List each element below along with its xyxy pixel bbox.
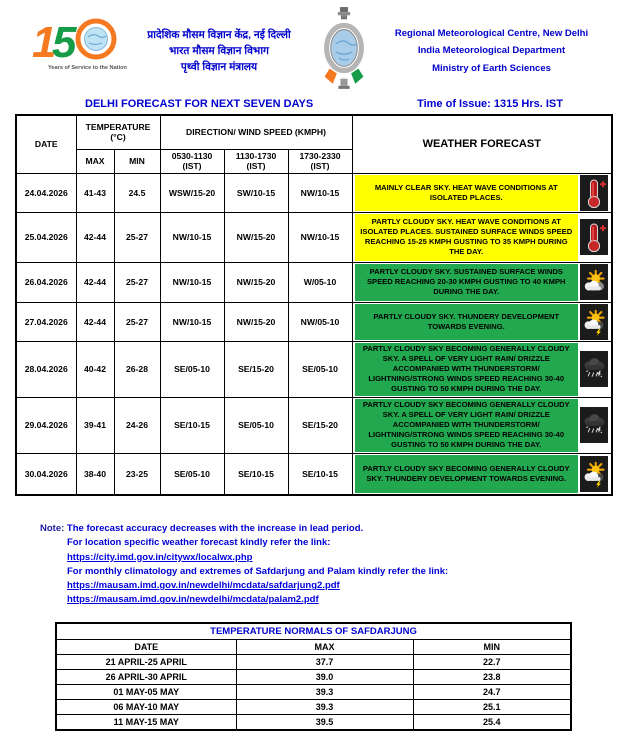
wind-cell: SE/05-10 bbox=[160, 453, 224, 495]
weather-forecast-cell bbox=[352, 397, 612, 453]
min-temp-cell: 24-26 bbox=[114, 397, 160, 453]
normals-max-cell: 39.3 bbox=[236, 685, 413, 700]
wind-cell: NW/15-20 bbox=[224, 212, 288, 262]
min-temp-cell: 23-25 bbox=[114, 453, 160, 495]
wind-cell: SE/15-20 bbox=[288, 397, 352, 453]
org-hindi-line: पृथ्वी विज्ञान मंत्रालय bbox=[180, 61, 258, 74]
normals-min-cell: 22.7 bbox=[413, 655, 571, 670]
normals-col-header-date: DATE bbox=[56, 640, 236, 655]
forecast-text: PARTLY CLOUDY SKY BECOMING GENERALLY CLOUDY SKY. A SPELL OF VERY LIGHT RAIN/ DRIZZLE ACCOMPANIED WITH THUNDERSTORM/ LIGHTNING/STRONG WINDS SPEED REACHING 30-40 GUSTING TO 50 KMPH DURING THE DAY. bbox=[355, 343, 579, 396]
forecast-table bbox=[15, 114, 613, 496]
forecast-row bbox=[16, 212, 612, 262]
forecast-header-row-1 bbox=[16, 115, 612, 149]
forecast-text: PARTLY CLOUDY SKY. SUSTAINED SURFACE WINDS SPEED REACHING 20-30 KMPH GUSTING TO 40 KMPH DURING THE DAY. bbox=[355, 264, 579, 301]
imd-emblem-icon bbox=[304, 5, 384, 98]
normals-min-cell: 23.8 bbox=[413, 670, 571, 685]
normals-min-cell: 24.7 bbox=[413, 685, 571, 700]
weather-forecast-cell bbox=[352, 173, 612, 212]
normals-max-cell: 39.5 bbox=[236, 715, 413, 730]
normals-date-cell: 06 MAY-10 MAY bbox=[56, 700, 236, 715]
col-header-slot1: 0530-1130 (IST) bbox=[160, 149, 224, 173]
col-header-weather-forecast: WEATHER FORECAST bbox=[352, 115, 612, 173]
imd-150-years-logo-icon bbox=[30, 13, 130, 90]
note-line-accuracy: The forecast accuracy decreases with the increase in lead period. bbox=[66, 523, 364, 534]
min-temp-cell: 26-28 bbox=[114, 341, 160, 397]
normals-row bbox=[56, 700, 571, 715]
partly-cloudy-icon bbox=[580, 264, 608, 300]
thunder-development-icon bbox=[580, 456, 608, 492]
wind-cell: WSW/15-20 bbox=[160, 173, 224, 212]
min-temp-cell: 25-27 bbox=[114, 262, 160, 302]
date-cell: 25.04.2026 bbox=[16, 212, 76, 262]
time-of-issue: Time of Issue: 1315 Hrs. IST bbox=[417, 98, 563, 110]
col-header-max: MAX bbox=[76, 149, 114, 173]
date-cell: 28.04.2026 bbox=[16, 341, 76, 397]
normals-min-cell: 25.4 bbox=[413, 715, 571, 730]
forecast-text: MAINLY CLEAR SKY. HEAT WAVE CONDITIONS AT ISOLATED PLACES. bbox=[355, 175, 579, 211]
forecast-text: PARTLY CLOUDY SKY BECOMING GENERALLY CLOUDY SKY. THUNDERY DEVELOPMENT TOWARDS EVENING. bbox=[355, 455, 579, 494]
date-cell: 29.04.2026 bbox=[16, 397, 76, 453]
weather-forecast-cell bbox=[352, 262, 612, 302]
wind-cell: NW/10-15 bbox=[288, 212, 352, 262]
wind-cell: W/05-10 bbox=[288, 262, 352, 302]
weather-forecast-cell bbox=[352, 302, 612, 341]
logo-tagline: Years of Service to the Nation bbox=[48, 64, 127, 71]
date-cell: 26.04.2026 bbox=[16, 262, 76, 302]
min-temp-cell: 25-27 bbox=[114, 302, 160, 341]
wind-cell: NW/15-20 bbox=[224, 262, 288, 302]
thunder-development-icon bbox=[580, 304, 608, 340]
normals-date-cell: 26 APRIL-30 APRIL bbox=[56, 670, 236, 685]
wind-cell: SE/05-10 bbox=[160, 341, 224, 397]
wind-cell: SE/10-15 bbox=[160, 397, 224, 453]
date-cell: 30.04.2026 bbox=[16, 453, 76, 495]
wind-cell: NW/15-20 bbox=[224, 302, 288, 341]
wind-cell: SE/10-15 bbox=[288, 453, 352, 495]
forecast-row bbox=[16, 302, 612, 341]
normals-date-cell: 01 MAY-05 MAY bbox=[56, 685, 236, 700]
normals-col-header-min: MIN bbox=[413, 640, 571, 655]
normals-min-cell: 25.1 bbox=[413, 700, 571, 715]
min-temp-cell: 25-27 bbox=[114, 212, 160, 262]
local-weather-link[interactable]: https://city.imd.gov.in/citywx/localwx.php bbox=[67, 551, 253, 563]
forecast-row bbox=[16, 341, 612, 397]
wind-cell: NW/10-15 bbox=[160, 262, 224, 302]
max-temp-cell: 41-43 bbox=[76, 173, 114, 212]
normals-max-cell: 39.0 bbox=[236, 670, 413, 685]
svg-text:1: 1 bbox=[32, 17, 57, 67]
normals-max-cell: 37.7 bbox=[236, 655, 413, 670]
max-temp-cell: 42-44 bbox=[76, 212, 114, 262]
thunderstorm-rain-icon bbox=[580, 407, 608, 443]
wind-cell: SW/10-15 bbox=[224, 173, 288, 212]
normals-title-row bbox=[56, 623, 571, 640]
normals-col-header-max: MAX bbox=[236, 640, 413, 655]
col-header-min: MIN bbox=[114, 149, 160, 173]
svg-text:5: 5 bbox=[52, 17, 77, 67]
max-temp-cell: 40-42 bbox=[76, 341, 114, 397]
normals-row bbox=[56, 655, 571, 670]
max-temp-cell: 42-44 bbox=[76, 262, 114, 302]
forecast-row bbox=[16, 173, 612, 212]
col-header-slot3: 1730-2330 (IST) bbox=[288, 149, 352, 173]
normals-row bbox=[56, 715, 571, 730]
wind-cell: NW/10-15 bbox=[288, 173, 352, 212]
document-header bbox=[0, 0, 623, 96]
wind-cell: SE/05-10 bbox=[224, 397, 288, 453]
col-header-temperature: TEMPERATURE (°C) bbox=[76, 115, 160, 149]
normals-date-cell: 21 APRIL-25 APRIL bbox=[56, 655, 236, 670]
org-hindi-line: प्रादेशिक मौसम विज्ञान केंद्र, नई दिल्ली bbox=[147, 28, 291, 41]
org-hindi-line: भारत मौसम विज्ञान विभाग bbox=[169, 44, 269, 57]
normals-date-cell: 11 MAY-15 MAY bbox=[56, 715, 236, 730]
date-cell: 24.04.2026 bbox=[16, 173, 76, 212]
title-bar bbox=[0, 96, 623, 114]
heatwave-icon bbox=[580, 175, 608, 211]
temperature-normals-table bbox=[55, 622, 572, 731]
forecast-text: PARTLY CLOUDY SKY. HEAT WAVE CONDITIONS AT ISOLATED PLACES. SUSTAINED SURFACE WINDS SPEED REACHING 15-25 KMPH GUSTING TO 35 KMPH DURING THE DAY. bbox=[355, 214, 579, 261]
normals-header-row bbox=[56, 640, 571, 655]
thunderstorm-rain-icon bbox=[580, 351, 608, 387]
col-header-date: DATE bbox=[16, 115, 76, 173]
org-name-english bbox=[384, 25, 613, 76]
org-english-line: India Meteorological Department bbox=[417, 45, 566, 57]
max-temp-cell: 38-40 bbox=[76, 453, 114, 495]
weather-forecast-cell bbox=[352, 453, 612, 495]
max-temp-cell: 42-44 bbox=[76, 302, 114, 341]
safdarjung-climatology-link[interactable]: https://mausam.imd.gov.in/newdelhi/mcdata/safdarjung2.pdf bbox=[67, 580, 340, 591]
normals-max-cell: 39.3 bbox=[236, 700, 413, 715]
normals-row bbox=[56, 670, 571, 685]
forecast-row bbox=[16, 397, 612, 453]
col-header-slot2: 1130-1730 (IST) bbox=[224, 149, 288, 173]
forecast-text: PARTLY CLOUDY SKY. THUNDERY DEVELOPMENT TOWARDS EVENING. bbox=[355, 304, 579, 340]
wind-cell: NW/10-15 bbox=[160, 212, 224, 262]
note-label: Note: bbox=[40, 523, 65, 534]
org-english-line: Ministry of Earth Sciences bbox=[432, 62, 551, 74]
org-english-line: Regional Meteorological Centre, New Delhi bbox=[394, 28, 589, 40]
note-section bbox=[40, 522, 623, 608]
min-temp-cell: 24.5 bbox=[114, 173, 160, 212]
wind-cell: SE/05-10 bbox=[288, 341, 352, 397]
weather-forecast-cell bbox=[352, 341, 612, 397]
org-name-hindi bbox=[134, 27, 304, 76]
wind-cell: NW/10-15 bbox=[160, 302, 224, 341]
max-temp-cell: 39-41 bbox=[76, 397, 114, 453]
date-cell: 27.04.2026 bbox=[16, 302, 76, 341]
normals-row bbox=[56, 685, 571, 700]
heatwave-icon bbox=[580, 219, 608, 255]
forecast-row bbox=[16, 453, 612, 495]
forecast-row bbox=[16, 262, 612, 302]
palam-climatology-link[interactable]: https://mausam.imd.gov.in/newdelhi/mcdata/palam2.pdf bbox=[67, 594, 319, 606]
wind-cell: NW/05-10 bbox=[288, 302, 352, 341]
forecast-text: PARTLY CLOUDY SKY BECOMING GENERALLY CLOUDY SKY. A SPELL OF VERY LIGHT RAIN/ DRIZZLE ACCOMPANIED WITH THUNDERSTORM/ LIGHTNING/STRONG WINDS SPEED REACHING 30-40 GUSTING TO 50 KMPH DURING THE DAY. bbox=[355, 399, 579, 452]
normals-table-title: TEMPERATURE NORMALS OF SAFDARJUNG bbox=[56, 623, 571, 640]
note-line-location: For location specific weather forecast kindly refer the link: bbox=[67, 537, 331, 549]
col-header-wind: DIRECTION/ WIND SPEED (KMPH) bbox=[160, 115, 352, 149]
wind-cell: SE/15-20 bbox=[224, 341, 288, 397]
note-line-climatology: For monthly climatology and extremes of Safdarjung and Palam kindly refer the link: bbox=[67, 565, 449, 577]
page-title: DELHI FORECAST FOR NEXT SEVEN DAYS bbox=[85, 98, 314, 110]
wind-cell: SE/10-15 bbox=[224, 453, 288, 495]
weather-forecast-cell bbox=[352, 212, 612, 262]
